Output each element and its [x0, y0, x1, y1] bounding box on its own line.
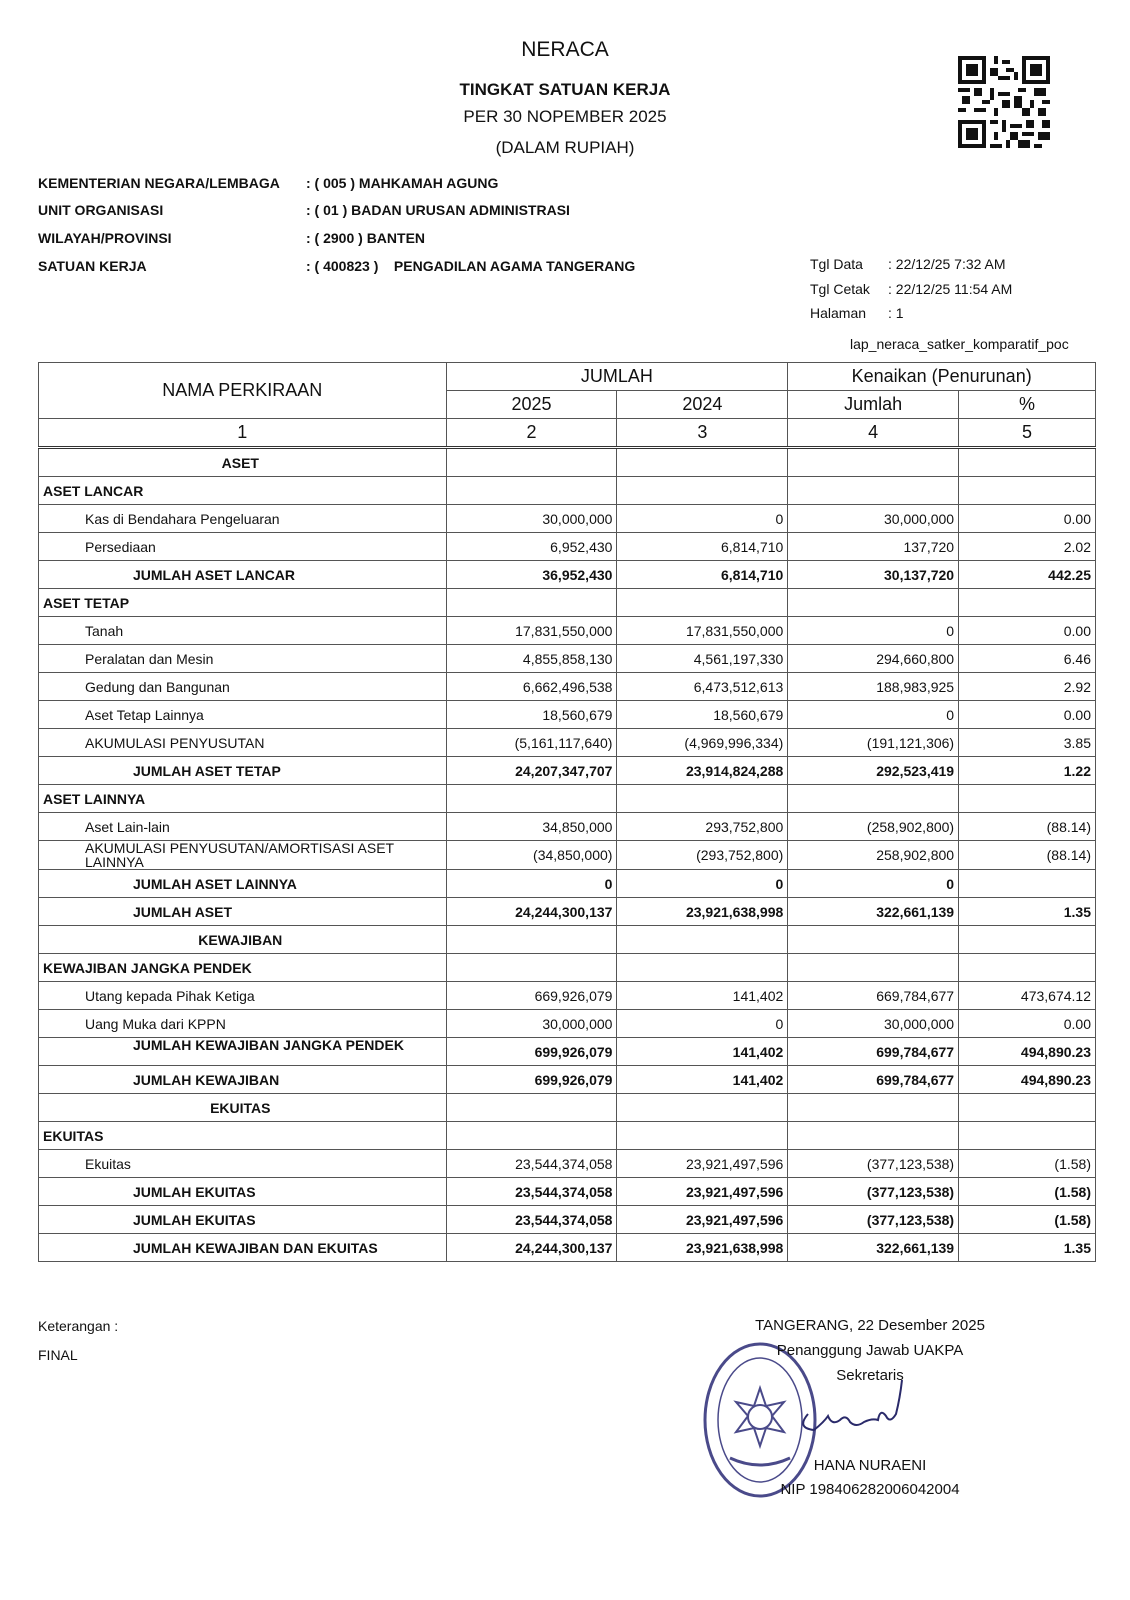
- grand-total-row: JUMLAH KEWAJIBAN 699,926,079 141,402 699,784,677 494,890.23: [39, 1066, 1096, 1094]
- col-header-pct: %: [959, 391, 1096, 419]
- section-header-row: KEWAJIBAN: [39, 926, 1096, 954]
- section-header-row: ASET: [39, 448, 1096, 477]
- table-row: Peralatan dan Mesin 4,855,858,130 4,561,197,330 294,660,800 6.46: [39, 645, 1096, 673]
- total-row: JUMLAH ASET TETAP 24,207,347,707 23,914,824,288 292,523,419 1.22: [39, 757, 1096, 785]
- col-number-4: 4: [788, 419, 959, 448]
- report-currency: (DALAM RUPIAH): [495, 138, 635, 157]
- total-row: JUMLAH ASET LANCAR 36,952,430 6,814,710 30,137,720 442.25: [39, 561, 1096, 589]
- table-row: Gedung dan Bangunan 6,662,496,538 6,473,512,613 188,983,925 2.92: [39, 673, 1096, 701]
- table-row: Kas di Bendahara Pengeluaran 30,000,000 0 30,000,000 0.00: [39, 505, 1096, 533]
- signature-icon: [790, 1378, 920, 1448]
- table-row: AKUMULASI PENYUSUTAN (5,161,117,640) (4,969,996,334) (191,121,306) 3.85: [39, 729, 1096, 757]
- subsection-header-row: ASET TETAP: [39, 589, 1096, 617]
- signature-place-date: TANGERANG, 22 Desember 2025: [755, 1317, 985, 1334]
- table-row: Aset Lain-lain 34,850,000 293,752,800 (258,902,800) (88.14): [39, 813, 1096, 841]
- signer-nip: NIP 198406282006042004: [780, 1481, 960, 1498]
- total-row: JUMLAH ASET LAINNYA 0 0 0: [39, 870, 1096, 898]
- meta-unit-organisasi: UNIT ORGANISASI : ( 01 ) BADAN URUSAN ADMINISTRASI: [38, 202, 570, 218]
- meta-kementerian: KEMENTERIAN NEGARA/LEMBAGA : ( 005 ) MAHKAMAH AGUNG: [38, 175, 499, 191]
- grand-total-row: JUMLAH KEWAJIBAN DAN EKUITAS 24,244,300,137 23,921,638,998 322,661,139 1.35: [39, 1234, 1096, 1262]
- report-code: lap_neraca_satker_komparatif_poc: [850, 336, 1069, 352]
- subsection-header-row: ASET LAINNYA: [39, 785, 1096, 813]
- section-header-row: EKUITAS: [39, 1094, 1096, 1122]
- info-halaman: Halaman : 1: [810, 305, 904, 321]
- report-title: NERACA: [521, 38, 609, 61]
- table-row: Uang Muka dari KPPN 30,000,000 0 30,000,000 0.00: [39, 1010, 1096, 1038]
- signature-position: Sekretaris: [836, 1367, 904, 1384]
- table-row: AKUMULASI PENYUSUTAN/AMORTISASI ASET LAINNYA (34,850,000) (293,752,800) 258,902,800 (88.14): [39, 841, 1096, 870]
- total-row: JUMLAH KEWAJIBAN JANGKA PENDEK 699,926,079 141,402 699,784,677 494,890.23: [39, 1038, 1096, 1066]
- meta-wilayah: WILAYAH/PROVINSI : ( 2900 ) BANTEN: [38, 230, 426, 246]
- balance-sheet-table: [38, 362, 1096, 1262]
- col-number-2: 2: [446, 419, 617, 448]
- subsection-header-row: ASET LANCAR: [39, 477, 1096, 505]
- signer-name: HANA NURAENI: [813, 1457, 927, 1474]
- total-row: JUMLAH EKUITAS 23,544,374,058 23,921,497,596 (377,123,538) (1.58): [39, 1178, 1096, 1206]
- col-number-3: 3: [617, 419, 788, 448]
- table-row: Aset Tetap Lainnya 18,560,679 18,560,679 0 0.00: [39, 701, 1096, 729]
- keterangan-value: FINAL: [38, 1347, 78, 1363]
- subsection-header-row: EKUITAS: [39, 1122, 1096, 1150]
- table-row: Ekuitas 23,544,374,058 23,921,497,596 (377,123,538) (1.58): [39, 1150, 1096, 1178]
- col-header-2024: 2024: [617, 391, 788, 419]
- info-tgl-data: Tgl Data : 22/12/25 7:32 AM: [810, 256, 1006, 272]
- qr-code-icon: [958, 56, 1050, 148]
- col-header-jumlah: JUMLAH: [446, 363, 788, 391]
- col-header-2025: 2025: [446, 391, 617, 419]
- subsection-header-row: KEWAJIBAN JANGKA PENDEK: [39, 954, 1096, 982]
- total-row: JUMLAH EKUITAS 23,544,374,058 23,921,497,596 (377,123,538) (1.58): [39, 1206, 1096, 1234]
- keterangan-label: Keterangan :: [38, 1318, 119, 1334]
- meta-satuan-kerja: SATUAN KERJA : ( 400823 ) PENGADILAN AGAMA TANGERANG: [38, 258, 636, 274]
- info-tgl-cetak: Tgl Cetak : 22/12/25 11:54 AM: [810, 281, 1013, 297]
- col-header-diff: Jumlah: [788, 391, 959, 419]
- table-row: Persediaan 6,952,430 6,814,710 137,720 2.02: [39, 533, 1096, 561]
- col-number-5: 5: [959, 419, 1096, 448]
- col-number-1: 1: [39, 419, 447, 448]
- col-header-name: NAMA PERKIRAAN: [39, 363, 447, 419]
- table-row: Tanah 17,831,550,000 17,831,550,000 0 0.00: [39, 617, 1096, 645]
- col-header-kenaikan: Kenaikan (Penurunan): [788, 363, 1096, 391]
- report-subtitle: TINGKAT SATUAN KERJA: [459, 80, 671, 99]
- grand-total-row: JUMLAH ASET 24,244,300,137 23,921,638,998 322,661,139 1.35: [39, 898, 1096, 926]
- table-row: Utang kepada Pihak Ketiga 669,926,079 141,402 669,784,677 473,674.12: [39, 982, 1096, 1010]
- signature-role: Penanggung Jawab UAKPA: [776, 1342, 964, 1359]
- report-period: PER 30 NOPEMBER 2025: [463, 107, 667, 126]
